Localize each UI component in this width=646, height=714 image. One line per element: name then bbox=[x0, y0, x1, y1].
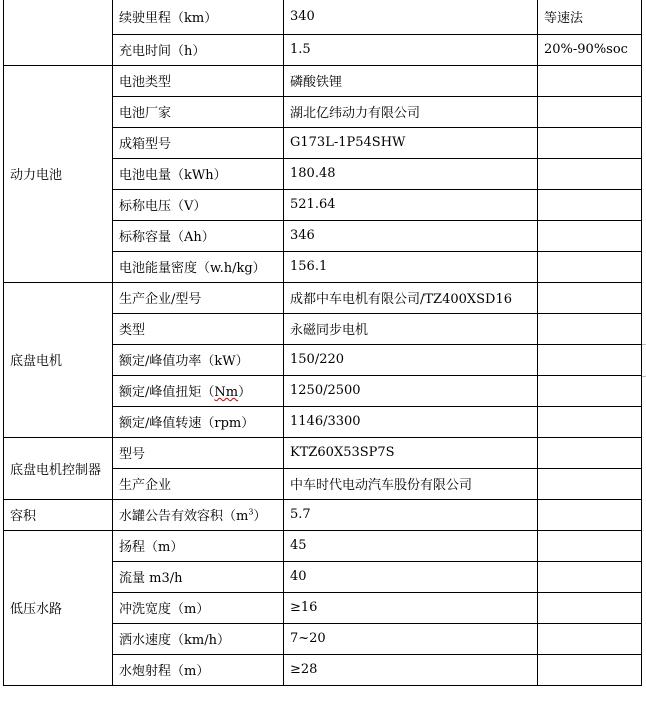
item-cell: 标称电压（V） bbox=[113, 189, 284, 220]
table-row bbox=[4, 65, 642, 96]
note-cell bbox=[538, 189, 642, 220]
value-cell: G173L-1P54SHW bbox=[284, 127, 538, 158]
value-cell: KTZ60X53SP7S bbox=[284, 437, 538, 468]
item-cell: 充电时间（h） bbox=[113, 34, 284, 65]
note-cell bbox=[538, 530, 642, 561]
value-cell: ≥28 bbox=[284, 654, 538, 685]
note-cell bbox=[538, 468, 642, 499]
group-cell-volume: 容积 bbox=[4, 499, 113, 530]
value-cell: 180.48 bbox=[284, 158, 538, 189]
table-row bbox=[4, 282, 642, 313]
item-cell: 续驶里程（km） bbox=[113, 0, 284, 34]
table-row bbox=[4, 0, 642, 34]
group-cell-motor-controller: 底盘电机控制器 bbox=[4, 437, 113, 499]
item-cell: 生产企业/型号 bbox=[113, 282, 284, 313]
note-cell bbox=[538, 251, 642, 282]
superscript: 3 bbox=[248, 507, 254, 517]
item-cell: 电池厂家 bbox=[113, 96, 284, 127]
note-cell bbox=[538, 406, 642, 437]
note-cell bbox=[538, 282, 642, 313]
item-cell: 额定/峰值功率（kW） bbox=[113, 344, 284, 375]
note-cell bbox=[538, 313, 642, 344]
note-cell: 20%-90%soc bbox=[538, 34, 642, 65]
item-cell: 电池类型 bbox=[113, 65, 284, 96]
item-text: 额定/峰值扭矩（ bbox=[119, 385, 215, 400]
note-cell bbox=[538, 499, 642, 530]
item-cell bbox=[113, 499, 284, 530]
value-cell: ≥16 bbox=[284, 592, 538, 623]
value-cell: 5.7 bbox=[284, 499, 538, 530]
item-cell: 成箱型号 bbox=[113, 127, 284, 158]
note-cell bbox=[538, 96, 642, 127]
table-row bbox=[4, 530, 642, 561]
value-cell: 1146/3300 bbox=[284, 406, 538, 437]
page-edge-mark bbox=[642, 376, 646, 377]
item-cell: 额定/峰值转速（rpm） bbox=[113, 406, 284, 437]
note-cell bbox=[538, 375, 642, 406]
value-cell: 521.64 bbox=[284, 189, 538, 220]
value-cell: 湖北亿纬动力有限公司 bbox=[284, 96, 538, 127]
note-cell bbox=[538, 623, 642, 654]
item-text: 水罐公告有效容积（m bbox=[119, 509, 249, 524]
value-cell: 40 bbox=[284, 561, 538, 592]
value-cell: 45 bbox=[284, 530, 538, 561]
item-cell: 流量 m3/h bbox=[113, 561, 284, 592]
value-cell: 中车时代电动汽车股份有限公司 bbox=[284, 468, 538, 499]
item-cell: 标称容量（Ah） bbox=[113, 220, 284, 251]
note-cell bbox=[538, 654, 642, 685]
group-cell-power-battery: 动力电池 bbox=[4, 65, 113, 282]
item-cell: 冲洗宽度（m） bbox=[113, 592, 284, 623]
value-cell: 346 bbox=[284, 220, 538, 251]
item-cell: 电池能量密度（w.h/kg） bbox=[113, 251, 284, 282]
value-cell: 永磁同步电机 bbox=[284, 313, 538, 344]
note-cell: 等速法 bbox=[538, 0, 642, 34]
note-cell bbox=[538, 127, 642, 158]
item-cell: 型号 bbox=[113, 437, 284, 468]
note-cell bbox=[538, 220, 642, 251]
table-row bbox=[4, 437, 642, 468]
spellcheck-underlined-unit: Nm bbox=[214, 385, 239, 400]
item-text: ） bbox=[253, 509, 267, 524]
value-cell: 1.5 bbox=[284, 34, 538, 65]
group-cell-chassis-motor: 底盘电机 bbox=[4, 282, 113, 437]
group-cell bbox=[4, 0, 113, 65]
value-cell: 7~20 bbox=[284, 623, 538, 654]
item-cell: 扬程（m） bbox=[113, 530, 284, 561]
item-text: ） bbox=[238, 385, 252, 400]
group-cell-low-pressure-water: 低压水路 bbox=[4, 530, 113, 685]
note-cell bbox=[538, 592, 642, 623]
note-cell bbox=[538, 65, 642, 96]
item-cell bbox=[113, 375, 284, 406]
page-edge-mark bbox=[642, 344, 646, 345]
value-cell: 150/220 bbox=[284, 344, 538, 375]
note-cell bbox=[538, 437, 642, 468]
note-cell bbox=[538, 158, 642, 189]
value-cell: 1250/2500 bbox=[284, 375, 538, 406]
item-cell: 洒水速度（km/h） bbox=[113, 623, 284, 654]
spec-table bbox=[3, 0, 642, 686]
table-row bbox=[4, 499, 642, 530]
note-cell bbox=[538, 344, 642, 375]
note-cell bbox=[538, 561, 642, 592]
item-cell: 生产企业 bbox=[113, 468, 284, 499]
item-cell: 类型 bbox=[113, 313, 284, 344]
value-cell: 成都中车电机有限公司/TZ400XSD16 bbox=[284, 282, 538, 313]
value-cell: 156.1 bbox=[284, 251, 538, 282]
item-cell: 水炮射程（m） bbox=[113, 654, 284, 685]
value-cell: 磷酸铁锂 bbox=[284, 65, 538, 96]
item-cell: 电池电量（kWh） bbox=[113, 158, 284, 189]
value-cell: 340 bbox=[284, 0, 538, 34]
